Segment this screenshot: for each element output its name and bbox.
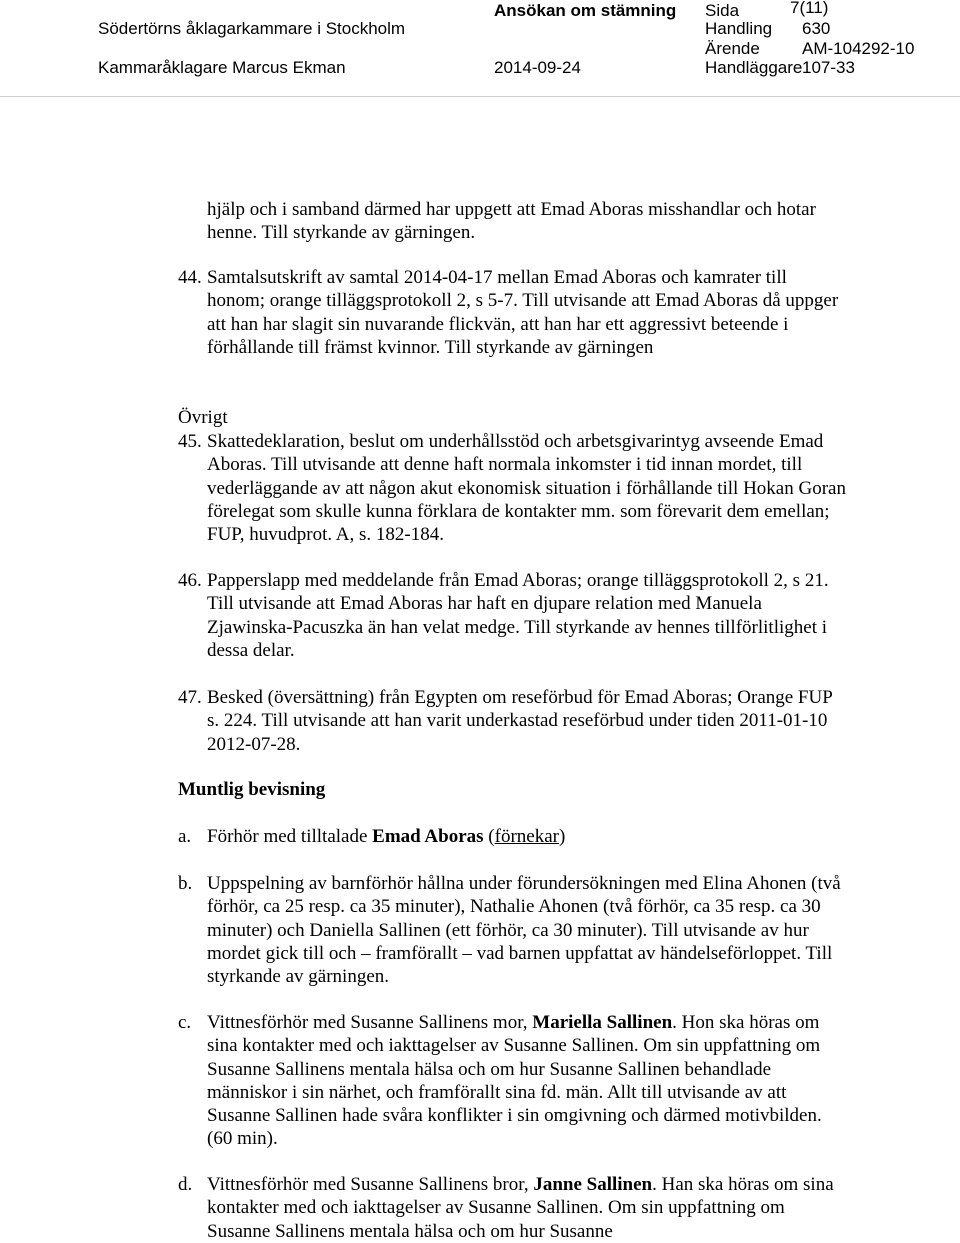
text-segment: Vittnesförhör med Susanne Sallinens mor,: [207, 1012, 533, 1033]
header-divider: [0, 96, 960, 97]
continued-paragraph: hjälp och i samband därmed har uppgett att Emad Aboras misshandlar och hotar henne. Till styrkande av gärningen.: [207, 199, 816, 244]
label-handlaggare: Handläggare: [705, 58, 803, 77]
oral-evidence-item: [178, 872, 858, 988]
document-title: Ansökan om stämning: [494, 1, 677, 20]
text-segment: . Han ska höras om sina kontakter med och iakttagelser av Susanne Sallinen. Om sin uppfattning om Susanne Sallinens mentala hälsa och om hur Susanne: [207, 1174, 834, 1242]
section-heading-muntlig-bevisning: Muntlig bevisning: [178, 779, 326, 800]
oral-evidence-item: [178, 825, 858, 848]
evidence-item: [178, 430, 858, 546]
prosecutor-name: Kammaråklagare Marcus Ekman: [98, 58, 346, 77]
label-handling: Handling: [705, 19, 773, 38]
item-text: Papperslapp med meddelande från Emad Aboras; orange tilläggsprotokoll 2, s 21. Till utvisande att Emad Aboras har haft en djupare relation med Manuela Zjawinska-Pacuszka än han velat medge. Till styrkande av hennes tillförlitlighet i dessa delar.: [207, 570, 829, 661]
text-segment: Vittnesförhör med Susanne Sallinens bror,: [207, 1174, 534, 1195]
item-number: 46.: [178, 570, 202, 591]
text-segment: (: [483, 826, 495, 847]
item-letter: c.: [178, 1012, 192, 1033]
item-text: [207, 1173, 847, 1243]
oral-evidence-item: [178, 1011, 858, 1151]
text-segment: . Hon ska höras om sina kontakter med och iakttagelser av Susanne Sallinen. Om sin uppfattning om Susanne Sallinens mentala hälsa och om hur Susanne Sallinen behandlade människor i sin närhet, och framförallt sina fd. män. Allt till utvisande av att Susanne Sallinen hade svåra konflikter i sin omgivning och därmed motivbilden. (60 min).: [207, 1012, 822, 1150]
item-number: 47.: [178, 687, 202, 708]
org-name: Södertörns åklagarkammare i Stockholm: [98, 19, 406, 38]
handling-number: 630: [802, 19, 831, 38]
item-text: Uppspelning av barnförhör hållna under förundersökningen med Elina Ahonen (två förhör, ca 25 resp. ca 35 minuter), Nathalie Ahonen (två förhör, ca 35 resp. ca 30 minuter) och Daniella Sallinen (ett förhör, ca 30 minuter). Till utvisande av hur mordet gick till och – framförallt – vad barnen uppfattat av händelseförloppet. Till styrkande av gärningen.: [207, 873, 841, 988]
item-text: [207, 825, 847, 848]
item-letter: b.: [178, 873, 193, 894]
page-number: 7(11): [790, 0, 829, 17]
evidence-item: [178, 266, 858, 359]
evidence-item: [178, 569, 858, 662]
item-text: Samtalsutskrift av samtal 2014-04-17 mellan Emad Aboras och kamrater till honom; orange tilläggsprotokoll 2, s 5-7. Till utvisande att Emad Aboras då uppger att han har slagit sin nuvarande flickvän, att han har ett aggressivt beteende i förhållande till främst kvinnor. Till styrkande av gärningen: [207, 267, 839, 358]
label-sida: Sida: [705, 1, 740, 20]
label-arende: Ärende: [705, 39, 760, 58]
item-text: Skattedeklaration, beslut om underhållsstöd och arbetsgivarintyg avseende Emad Aboras. Till utvisande att denne haft normala inkomster i tid innan mordet, till vederläggande av att någon akut ekonomisk situation i förhållande till Hokan Goran förelegat som skulle kunna förklara de kontakter mm. som förevarit dem emellan; FUP, huvudprot. A, s. 182-184.: [207, 431, 846, 546]
oral-evidence-item: [178, 1173, 858, 1243]
witness-name: Mariella Sallinen: [532, 1012, 673, 1033]
defendant-name: Emad Aboras: [372, 826, 484, 847]
evidence-item: [178, 686, 858, 756]
plea-text: förnekar: [494, 826, 559, 847]
item-letter: a.: [178, 826, 192, 847]
item-letter: d.: [178, 1174, 193, 1195]
item-number: 45.: [178, 431, 202, 452]
witness-name: Janne Sallinen: [533, 1174, 653, 1195]
document-date: 2014-09-24: [494, 58, 581, 77]
item-text: Besked (översättning) från Egypten om reseförbud för Emad Aboras; Orange FUP s. 224. Till utvisande att han varit underkastad reseförbud under tiden 2011-01-10 2012-07-28.: [207, 687, 833, 755]
text-segment: ): [558, 826, 566, 847]
item-number: 44.: [178, 267, 202, 288]
handler-number: 107-33: [802, 58, 855, 77]
text-segment: Förhör med tilltalade: [207, 826, 373, 847]
item-text: [207, 1011, 847, 1151]
section-heading-ovrigt: Övrigt: [178, 407, 228, 428]
case-number: AM-104292-10: [802, 39, 915, 58]
